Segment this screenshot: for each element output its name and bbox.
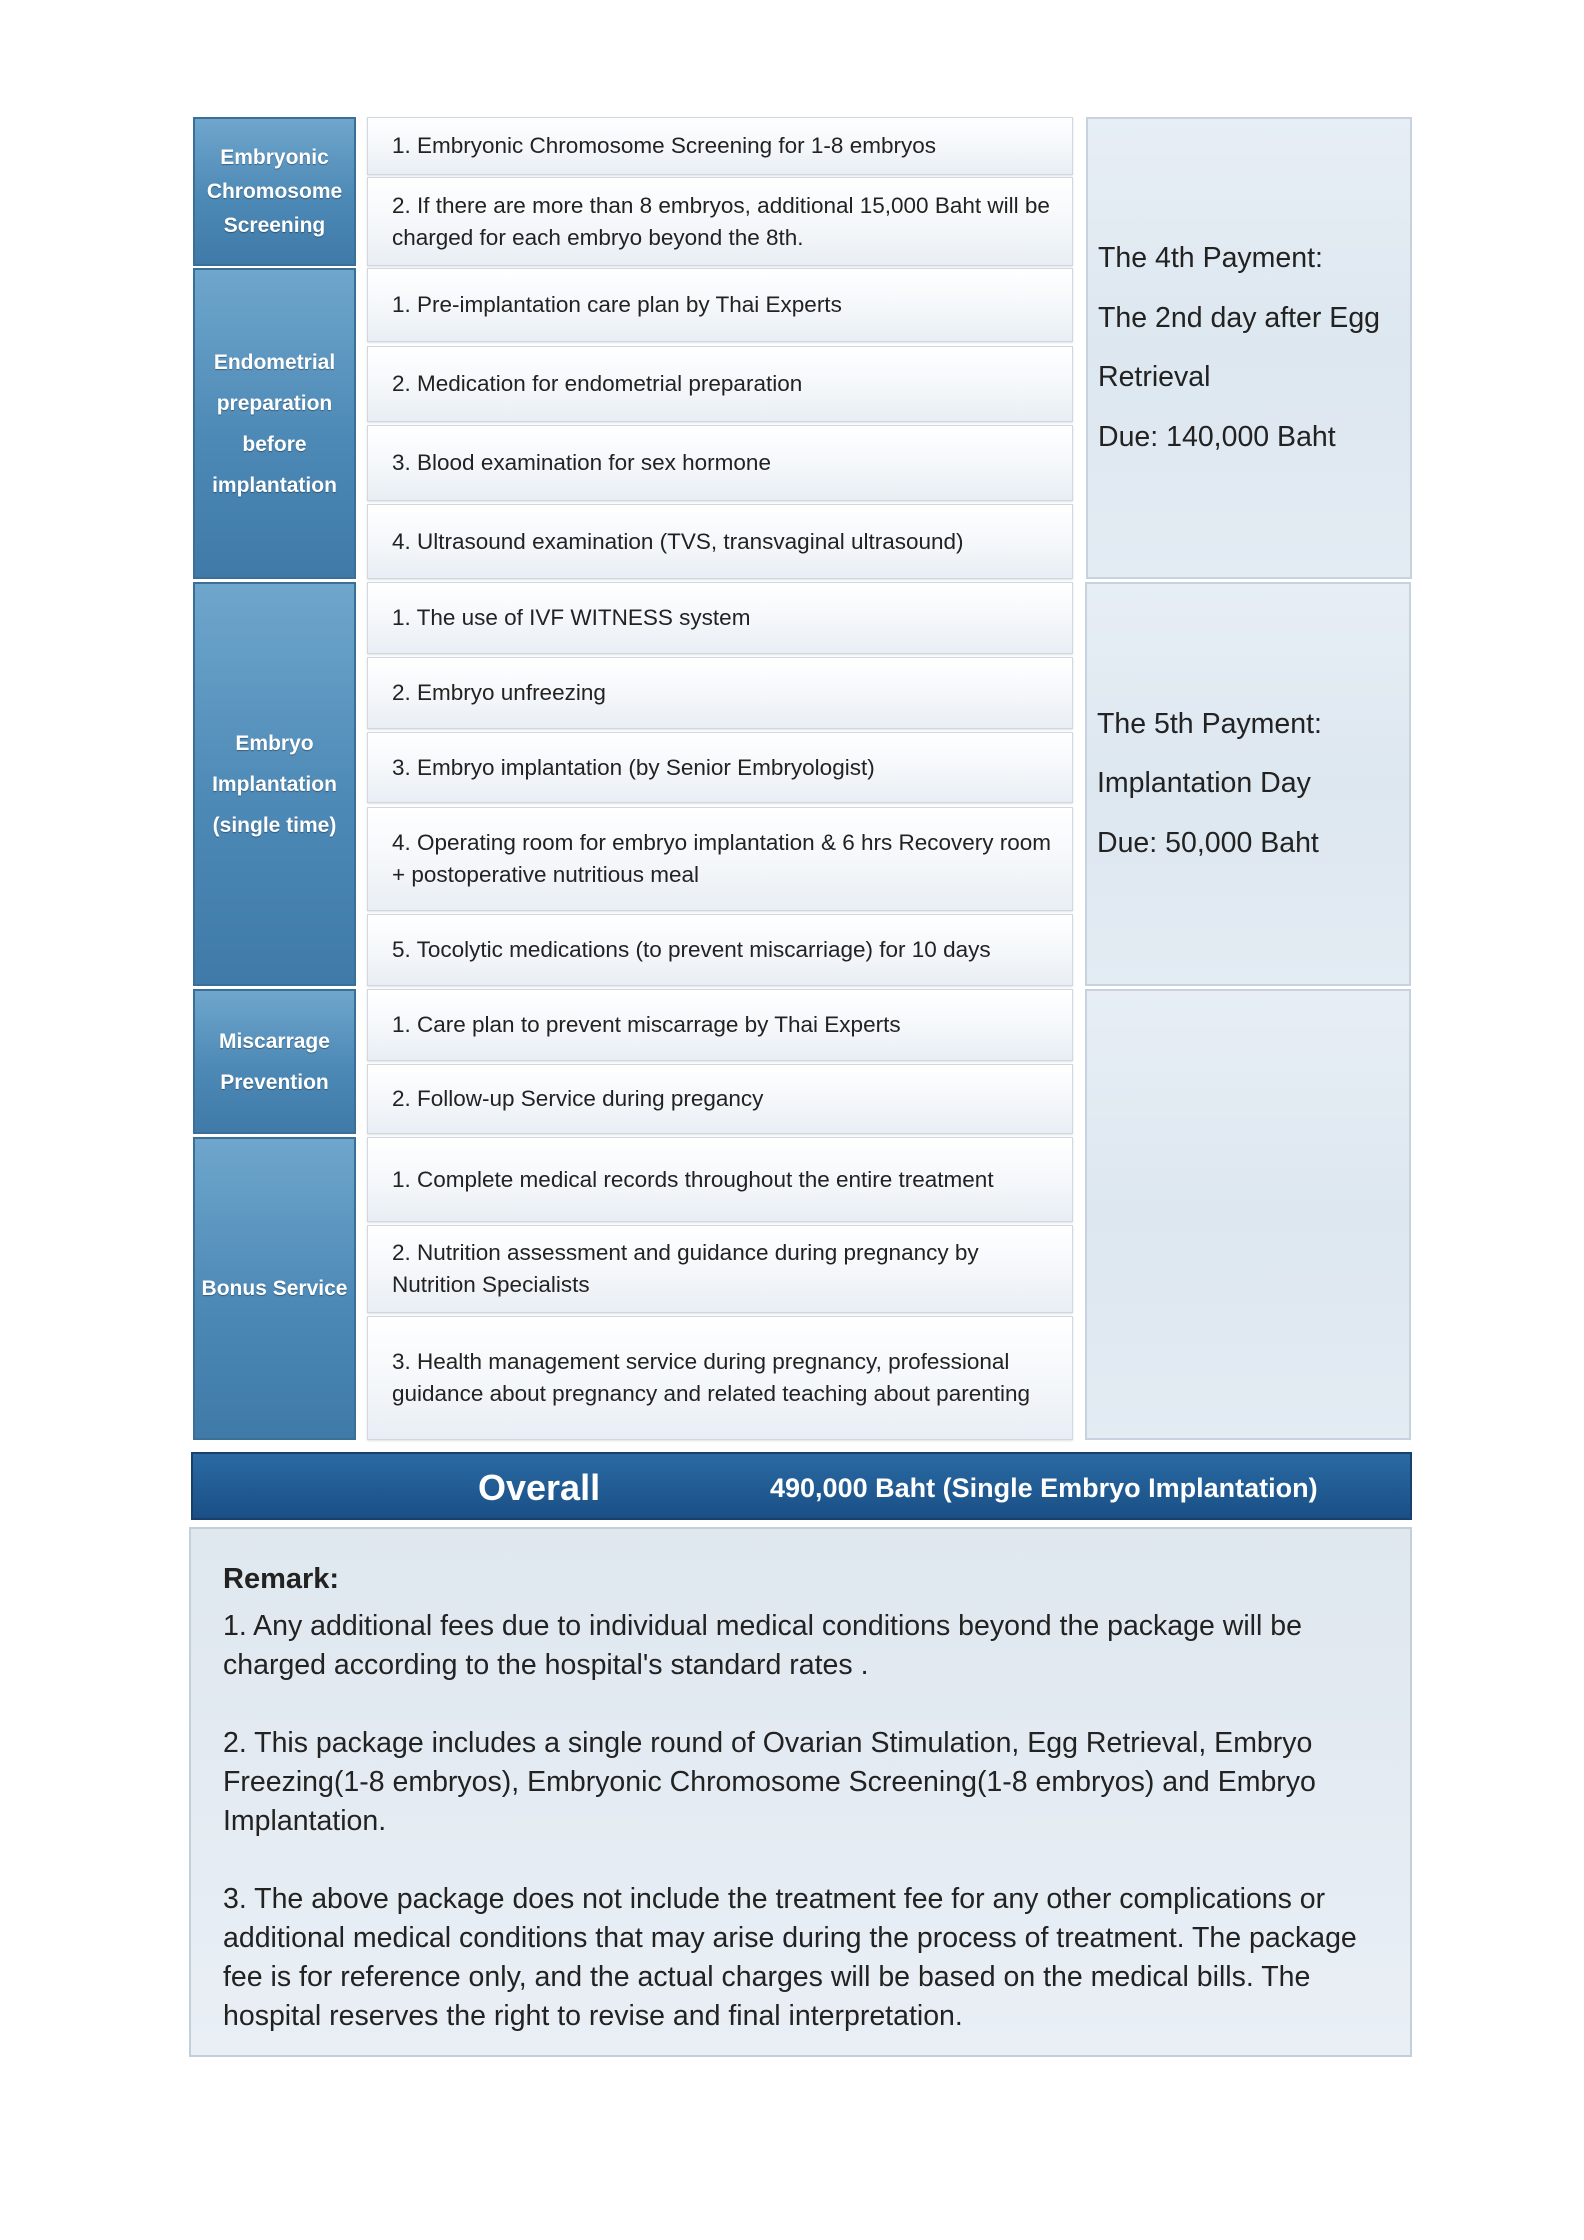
overall-price: 490,000 Baht (Single Embryo Implantation) <box>770 1473 1318 1503</box>
category-label-line: (single time) <box>212 813 337 837</box>
category-label-line: Embryonic <box>220 145 329 169</box>
category-label-line: Endometrial <box>213 350 336 374</box>
item-implantation-3: 3. Embryo implantation (by Senior Embryologist) <box>367 732 1073 803</box>
payment-line: Due: 140,000 Baht <box>1098 420 1336 453</box>
category-embryo-implantation <box>193 582 356 986</box>
item-miscarrage-1: 1. Care plan to prevent miscarrage by Thai Experts <box>367 989 1073 1061</box>
item-implantation-5: 5. Tocolytic medications (to prevent miscarriage) for 10 days <box>367 914 1073 986</box>
overall-bar <box>191 1452 1412 1520</box>
category-label-line: Screening <box>223 213 326 237</box>
item-miscarrage-2: 2. Follow-up Service during pregancy <box>367 1064 1073 1134</box>
item-chromosome-screening-1: 1. Embryonic Chromosome Screening for 1-8 embryos <box>367 117 1073 175</box>
payment-5th-panel <box>1085 582 1411 986</box>
payment-line: The 5th Payment: <box>1097 707 1322 740</box>
category-embryonic-chromosome-screening <box>193 117 356 266</box>
remark-item-2: 2. This package includes a single round of Ovarian Stimulation, Egg Retrieval, Embryo Freezing(1-8 embryos), Embryonic Chromosome Screening(1-8 embryos) and Embryo Implantation. <box>223 1727 1316 1837</box>
item-chromosome-screening-2: 2. If there are more than 8 embryos, additional 15,000 Baht will be charged for each embryo beyond the 8th. <box>367 177 1073 266</box>
payment-line: The 4th Payment: <box>1098 242 1323 274</box>
category-label-line: Prevention <box>220 1070 329 1094</box>
payment-empty-panel <box>1085 989 1411 1440</box>
payment-line: Due: 50,000 Baht <box>1097 826 1319 859</box>
category-label-line: Implantation <box>212 772 337 796</box>
item-implantation-1: 1. The use of IVF WITNESS system <box>367 582 1073 654</box>
payment-line: Implantation Day <box>1097 767 1311 800</box>
category-label-line: preparation <box>216 391 333 415</box>
category-label-line: Chromosome <box>206 179 343 203</box>
item-bonus-3: 3. Health management service during pregnancy, professional guidance about pregnancy and related teaching about parenting <box>367 1316 1073 1440</box>
category-label-line: Miscarrage <box>219 1029 330 1053</box>
remarks-title: Remark: <box>223 1563 340 1595</box>
category-bonus-service <box>193 1137 356 1440</box>
item-endometrial-1: 1. Pre-implantation care plan by Thai Experts <box>367 268 1073 342</box>
payment-line: The 2nd day after Egg <box>1098 301 1381 334</box>
item-bonus-1: 1. Complete medical records throughout the entire treatment <box>367 1137 1073 1222</box>
category-endometrial-preparation <box>193 268 356 579</box>
item-endometrial-3: 3. Blood examination for sex hormone <box>367 425 1073 501</box>
overall-title: Overall <box>478 1467 601 1508</box>
item-implantation-4: 4. Operating room for embryo implantation & 6 hrs Recovery room + postoperative nutritious meal <box>367 807 1073 911</box>
category-label-line: implantation <box>212 473 337 497</box>
remark-item-3: 3. The above package does not include the treatment fee for any other complications or additional medical conditions that may arise during the process of treatment. The package fee is for reference only, and the actual charges will be based on the medical bills. The hospital reserves the right to revise and final interpretation. <box>223 1883 1357 2032</box>
item-endometrial-4: 4. Ultrasound examination (TVS, transvaginal ultrasound) <box>367 504 1073 579</box>
item-bonus-2: 2. Nutrition assessment and guidance during pregnancy by Nutrition Specialists <box>367 1225 1073 1313</box>
item-implantation-2: 2. Embryo unfreezing <box>367 657 1073 729</box>
category-miscarrage-prevention <box>193 989 356 1134</box>
item-endometrial-2: 2. Medication for endometrial preparation <box>367 346 1073 422</box>
remarks-box <box>189 1527 1412 2057</box>
category-label-line: Embryo <box>235 731 314 755</box>
remark-item-1: 1. Any additional fees due to individual medical conditions beyond the package will be charged according to the hospital's standard rates . <box>223 1610 1302 1681</box>
category-label-line: before <box>242 432 307 456</box>
payment-line: Retrieval <box>1098 361 1211 393</box>
payment-4th-panel <box>1086 117 1412 579</box>
category-label-line: Bonus Service <box>201 1277 348 1300</box>
